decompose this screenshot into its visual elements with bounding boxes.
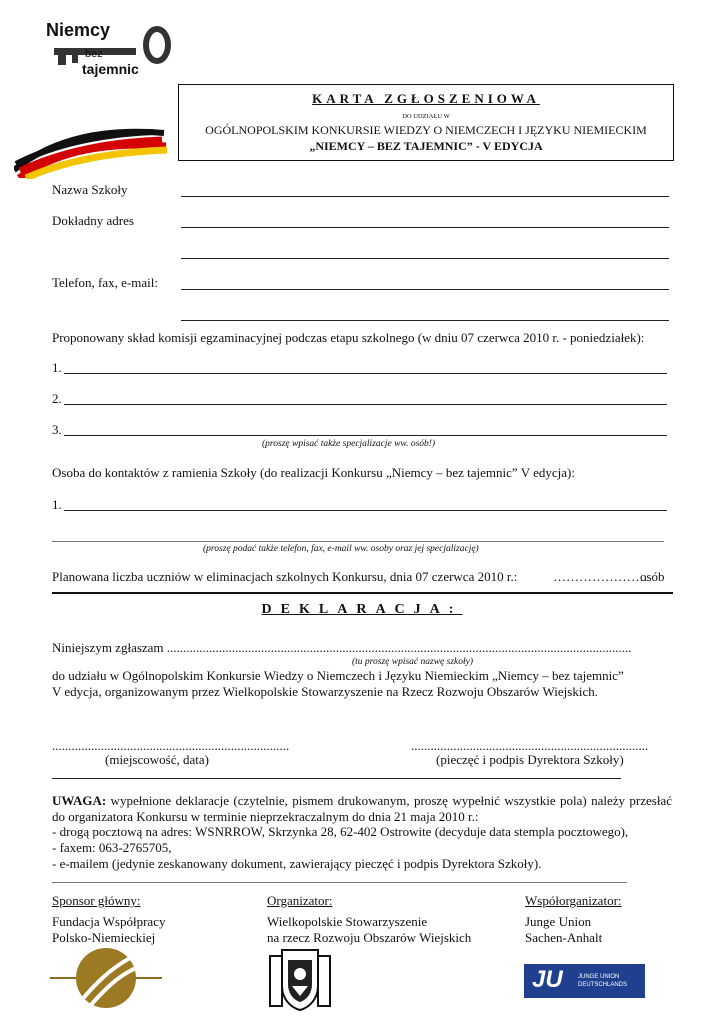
logo-word-bez: bez — [85, 48, 103, 60]
declaration-divider — [52, 778, 621, 779]
address-field-1[interactable] — [181, 227, 669, 228]
notice-divider — [52, 882, 627, 883]
planned-students-unit: osób — [640, 569, 665, 584]
form-header-box — [178, 84, 674, 161]
logo-word-niemcy: Niemcy — [46, 20, 111, 40]
form-subtitle-small: DO UDZIAŁU W — [402, 113, 450, 120]
planned-students-field[interactable]: …………………. — [553, 569, 648, 584]
place-date-label: (miejscowość, data) — [105, 752, 209, 767]
contact-person-field-2[interactable] — [52, 541, 664, 542]
planned-students-label: Planowana liczba uczniów w eliminacjach szkolnych Konkursu, dnia 07 czerwca 2010 r.: — [52, 569, 518, 584]
contact-field-2[interactable] — [181, 320, 669, 321]
flag-swoosh — [14, 124, 169, 179]
contact-person-number-1: 1. — [52, 497, 62, 512]
ju-logo-letters: JU — [532, 966, 563, 993]
committee-number-2: 2. — [52, 391, 62, 406]
declaration-title: DEKLARACJA: — [261, 602, 463, 617]
place-date-field[interactable]: ......................................................................... — [52, 738, 290, 753]
contact-note: (proszę podać także telefon, fax, e-mail ww. osoby oraz jej specjalizację) — [203, 544, 479, 554]
organizer-name-1: Wielkopolskie Stowarzyszenie — [267, 914, 428, 929]
coorganizer-label: Współorganizator: — [525, 893, 622, 908]
contact-person-field-1[interactable] — [64, 510, 667, 511]
address-field-2[interactable] — [181, 258, 669, 259]
wsnrrow-crest-logo — [268, 946, 332, 1012]
stamp-sign-field[interactable]: ......................................................................... — [411, 738, 649, 753]
stamp-sign-label: (pieczęć i podpis Dyrektora Szkoły) — [436, 752, 624, 767]
committee-label: Proponowany skład komisji egzaminacyjnej podczas etapu szkolnego (w dniu 07 czerwca 2010 r. - poniedziałek): — [52, 330, 645, 345]
form-subtitle-line2: „NIEMCY – BEZ TAJEMNIC” - V EDYCJA — [309, 139, 543, 153]
notice-post: - drogą pocztową na adres: WSNRROW, Skrzynka 28, 62-402 Ostrowite (decyduje data stempla pocztowego), — [52, 824, 629, 839]
declaration-text-1: do udziału w Ogólnopolskim Konkursie Wiedzy o Niemczech i Języku Niemieckim „Niemcy – bez tajemnic” — [52, 668, 624, 683]
school-name-label: Nazwa Szkoły — [52, 182, 128, 197]
notice-label: UWAGA: — [52, 793, 107, 808]
coorganizer-name-2: Sachen-Anhalt — [525, 930, 603, 945]
notice-fax: - faxem: 063-2765705, — [52, 840, 172, 855]
notice-text: wypełnione deklaracje (czytelnie, pismem drukowanym, proszę wypełnić wszystkie pola) należy przesłać do organizatora Konkursu w terminie nieprzekraczalnym do dnia 21 maja 2010 r.: — [52, 793, 672, 824]
school-name-field[interactable] — [181, 196, 669, 197]
committee-note: (proszę wpisać także specjalizacje ww. osób!) — [262, 439, 436, 449]
form-title: KARTA ZGŁOSZENIOWA — [312, 91, 540, 106]
coorganizer-name-1: Junge Union — [525, 914, 592, 929]
logo-word-tajemnic: tajemnic — [82, 61, 139, 77]
ju-logo-small-2: DEUTSCHLANDS — [578, 982, 628, 988]
junge-union-logo — [524, 964, 645, 998]
committee-number-3: 3. — [52, 422, 62, 437]
notice-email: - e-mailem (jedynie zeskanowany dokument, zawierający pieczęć i podpis Dyrektora Szkoły). — [52, 856, 542, 871]
committee-field-3[interactable] — [64, 435, 667, 436]
committee-field-2[interactable] — [64, 404, 667, 405]
declaration-school-note: (tu proszę wpisać nazwę szkoły) — [352, 657, 474, 667]
declaration-text-2: V edycja, organizowanym przez Wielkopolskie Stowarzyszenie na Rzecz Rozwoju Obszarów Wiejskich. — [52, 684, 598, 699]
organizer-name-2: na rzecz Rozwoju Obszarów Wiejskich — [267, 930, 472, 945]
section-divider — [52, 592, 673, 594]
notice-paragraph — [52, 793, 672, 825]
form-subtitle-line1: OGÓLNOPOLSKIM KONKURSIE WIEDZY O NIEMCZECH I JĘZYKU NIEMIECKIM — [205, 123, 647, 137]
organizer-label: Organizator: — [267, 893, 333, 908]
declaration-school-line[interactable]: Niniejszym zgłaszam ............................................................................................................................................... — [52, 640, 632, 655]
committee-field-1[interactable] — [64, 373, 667, 374]
main-sponsor-name-2: Polsko-Niemieckiej — [52, 930, 156, 945]
main-sponsor-label: Sponsor główny: — [52, 893, 141, 908]
committee-number-1: 1. — [52, 360, 62, 375]
ju-logo-small-1: JUNGE UNION — [578, 974, 620, 980]
contact-person-label: Osoba do kontaktów z ramienia Szkoły (do realizacji Konkursu „Niemcy – bez tajemnic” V edycja): — [52, 465, 575, 480]
address-label: Dokładny adres — [52, 213, 134, 228]
main-sponsor-name-1: Fundacja Współpracy — [52, 914, 166, 929]
contact-label: Telefon, fax, e-mail: — [52, 275, 158, 290]
contact-field-1[interactable] — [181, 289, 669, 290]
fwpn-logo — [50, 944, 162, 1012]
